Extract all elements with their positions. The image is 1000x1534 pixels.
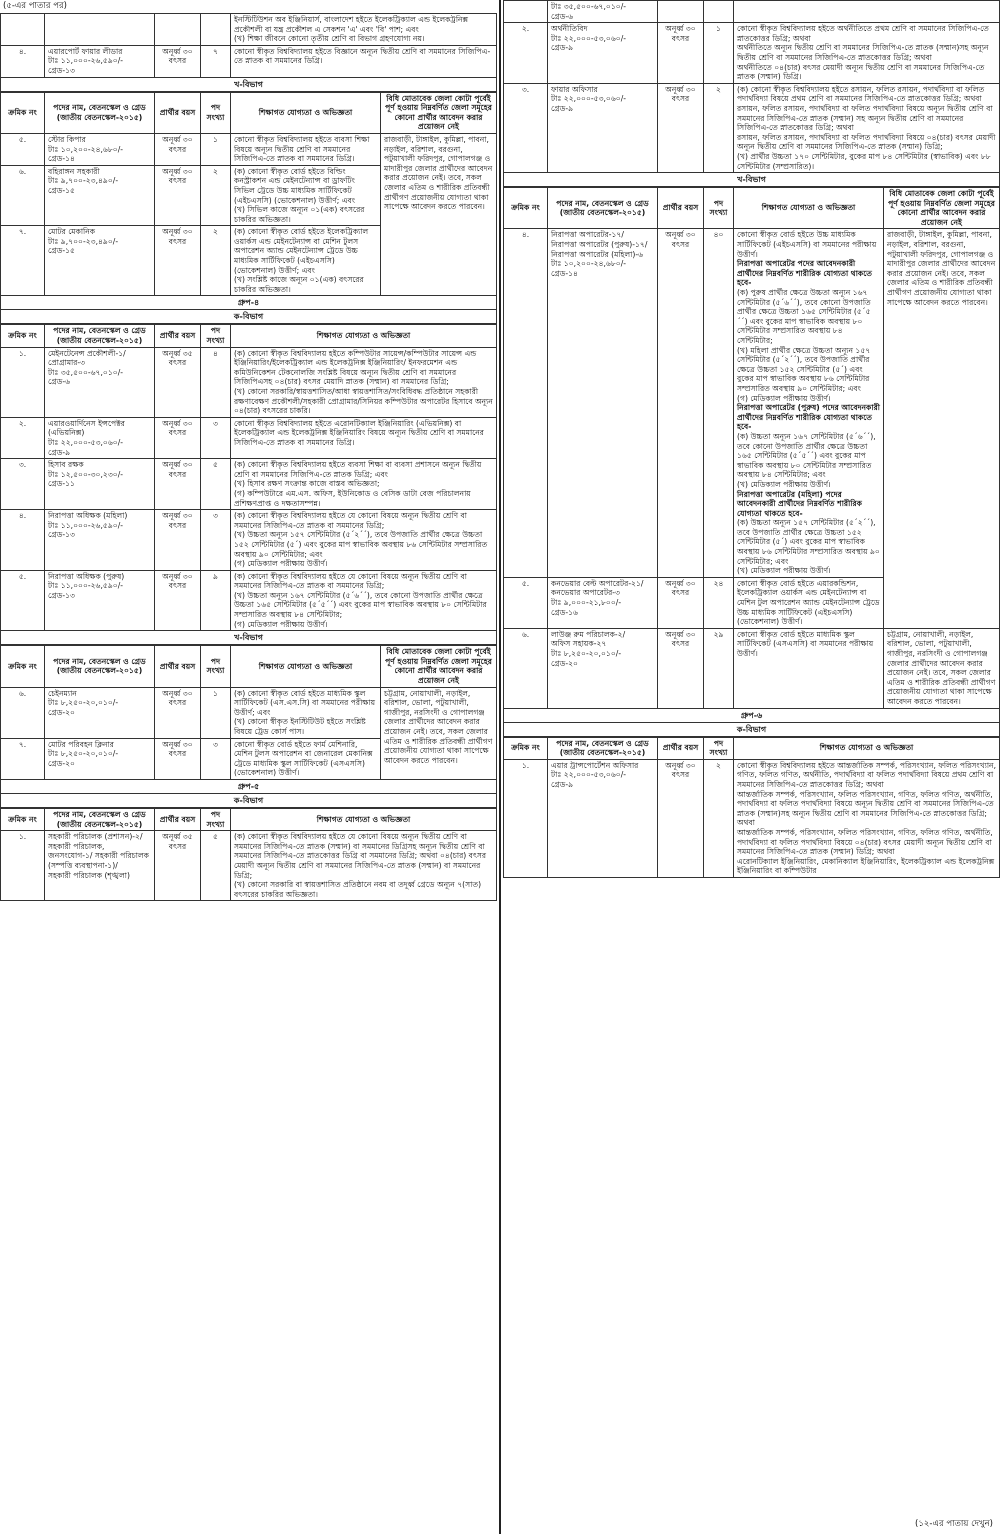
age-limit: অনূর্ধ্ব ৩০ বৎসর [155, 459, 201, 510]
age-limit: অনূর্ধ্ব ৩০ বৎসর [155, 417, 201, 458]
group-5-ka-heading: ক-বিভাগ [0, 794, 497, 808]
district-restriction: রাজবাড়ী, টাঙ্গাইল, কুমিল্লা, পাবনা, নড়াইল, বরিশাল, বরগুনা, পটুয়াখালী ফরিদপুর, গোপালগঞ্জ ও মাদারীপুর জেলার প্রার্থীদের আবেদন করার প্রয়োজন নেই। তবে, সকল জেলার এতিম ও শারীরিক প্রতিবন্ধী প্রার্থীগণ প্রয়োজনীয় যোগ্যতা থাকা সাপেক্ষে আবেদন করতে পারবেন। [381, 133, 497, 296]
age-limit: অনূর্ধ্ব ৩০ বৎসর [155, 687, 201, 738]
post-count: ৪০ [704, 229, 734, 577]
age-limit: অনূর্ধ্ব ৩০ বৎসর [155, 133, 201, 165]
qualification-line: (গ) মেডিক্যাল পরীক্ষায় উত্তীর্ণ। [737, 393, 831, 403]
post-line: লাউঞ্জ রুম পরিচালক-২/ [551, 629, 626, 639]
table-row [1, 347, 497, 417]
table-row [1, 133, 497, 165]
header-post: পদের নাম, বেতনস্কেল ও গ্রেড (জাতীয় বেতনস্কেল-২০১৫) [45, 325, 155, 347]
age-limit: অনূর্ধ্ব ৩০ বৎসর [658, 577, 704, 628]
post-line: টাঃ ১১,০০০-২৬,৫৯০/- [48, 581, 124, 591]
qualification-line: কোনো স্বীকৃত বোর্ড হইতে ফার্ম মেশিনারি, মেশিন টুলস অপারেশন বা জেনারেল মেকানিক্স ট্রেডে মাধ্যমিক স্কুল সার্টিফিকেট (এসএসসি) (ভোকেশনাল) উত্তীর্ণ। [234, 739, 373, 778]
serial-number: ৪. [1, 510, 45, 571]
qualification-line: (ক) কোনো স্বীকৃত বোর্ড হইতে বিল্ডিং কনস্ট্রাকশন এন্ড মেইনটেন্যান্স বা ড্রাফটিং সিভিল ট্রেডে উচ্চ মাধ্যমিক সার্টিফিকেট (এইচএসসি) (ভোকেশনাল) উত্তীর্ণ; এবং [234, 166, 356, 205]
qualification-line: কোনো স্বীকৃত বিশ্ববিদ্যালয় হইতে অর্থনীতিতে প্রথম শ্রেণি বা সমমানের সিজিপিএ-তে স্নাতকোত্তর ডিগ্রি; অথবা [737, 24, 989, 43]
header-sl: ক্রমিক নং [1, 92, 45, 133]
table-header-row [1, 808, 497, 830]
serial-number: ২. [504, 23, 548, 84]
age-limit: অনূর্ধ্ব ৩০ বৎসর [155, 510, 201, 571]
serial-number: ৬. [504, 628, 548, 708]
section-kha-2-heading: খ-বিভাগ [0, 631, 497, 645]
section-kha-1-heading: খ-বিভাগ [0, 78, 497, 92]
qualification-line: আন্তর্জাতিক সম্পর্ক, পরিসংখ্যান, ফলিত পরিসংখ্যান, গণিত, ফলিত গণিত, অর্থনীতি, পদার্থবিদ্যা বা ফলিত পদার্থবিদ্যা বিষয়ে অন্যূন দ্বিতীয় শ্রেণি বা সমমানের সিজিপিএ-তে স্নাতক (সম্মান)সহ অন্যূন দ্বিতীয় শ্রেণি বা সমমানের সিজিপিএ-তে স্নাতকোত্তর ডিগ্রি; অথবা [737, 789, 994, 828]
qualification [231, 831, 497, 901]
post-name-scale-grade [45, 45, 155, 77]
post-line: টাঃ ২২,০০০-৫৩,০৬০/- [551, 770, 627, 780]
serial-number: ৫. [1, 133, 45, 165]
qualification-line: (ক) কোনো স্বীকৃত বিশ্ববিদ্যালয় হইতে যে কোনো বিষয়ে অন্যূন দ্বিতীয় শ্রেণি বা সমমানের সিজিপিএ-তে স্নাতক বা সমমানের ডিগ্রি; [234, 511, 467, 530]
qualification [231, 570, 497, 631]
left-kha-table-2 [0, 645, 497, 780]
qualification-line: কোনো স্বীকৃত বিশ্ববিদ্যালয় হইতে ব্যবসা শিক্ষা বিষয়ে অন্যূন দ্বিতীয় শ্রেণি বা সমমানের সিজিপিএ-তে স্নাতক বা সমমানের ডিগ্রি। [234, 134, 370, 164]
serial-number: ৫. [504, 577, 548, 628]
qualification-line: কোনো স্বীকৃত বোর্ড হইতে উচ্চ মাধ্যমিক সার্টিফিকেট (এইচএসসি) বা সমমানের পরীক্ষায় উত্তীর্ণ। [737, 230, 877, 259]
post-count: ১ [201, 133, 231, 165]
post-line: টাঃ ২২,০০০-৫৩,০৬০/- [551, 94, 627, 104]
qualification-line: (গ) মেডিক্যাল পরীক্ষায় উত্তীর্ণ। [234, 559, 328, 569]
post-count [201, 14, 231, 46]
qualification-line: কোনো স্বীকৃত বিশ্ববিদ্যালয় হইতে এরোনটিক্যাল ইঞ্জিনিয়ারিং (এভিয়নিক্স) বা ইলেকট্রিক্যাল এন্ড ইলেকট্রনিক্স ইঞ্জিনিয়ারিং বিষয়ে অন্যূন দ্বিতীয় শ্রেণি বা সমমানের সিজিপিএ-তে স্নাতক বা সমমানের ডিগ্রি। [234, 418, 484, 447]
header-count: পদ সংখ্যা [201, 92, 231, 133]
post-line: টাঃ ১১,০০০-২৬,৫৯০/- [48, 56, 124, 66]
header-age: প্রার্থীর বয়স [155, 808, 201, 830]
post-line: টাঃ ১০,২০০-২৪,৬৮০/- [551, 259, 627, 269]
post-line: টাঃ ৩৫,৫০০-৬৭,০১০/- [48, 367, 124, 377]
post-line: বহিরাঙ্গন সহকারী [48, 166, 100, 176]
post-line: নিরাপত্তা অপারেটর-১৭/ [551, 230, 624, 240]
qualification-line: ইনস্টিটিউশন অব ইঞ্জিনিয়ার্স, বাংলাদেশ হইতে ইলেকট্রিক্যাল এন্ড ইলেকট্রনিক্স প্রকৌশলী বা যন্ত্র প্রকৌশল এ সেকশন 'এ' এবং 'বি' পাশ; এবং [234, 15, 469, 34]
table-row [1, 570, 497, 631]
post-line: গ্রেড-১৪ [48, 154, 75, 164]
age-limit: অনূর্ধ্ব ৩০ বৎসর [658, 759, 704, 877]
qualification-line: (ক) উচ্চতা অন্যূন ১৫৭ সেন্টিমিটার (৫´২´´), তবে উপজাতি প্রার্থীর ক্ষেত্রে উচ্চতা ১৫২ সেন্টিমিটার (৫´) এবং বুকের মাপ স্বাভাবিক অবস্থায় ৮৬ সেন্টিমিটার সম্প্রসারিত অবস্থায় ৯০ সেন্টিমিটার; এবং [737, 518, 880, 566]
serial-number: ৬. [1, 165, 45, 226]
post-line: টাঃ ১১,০০০-২৬,৫৯০/- [48, 520, 124, 530]
right-kha-table [503, 187, 1000, 708]
qualification [231, 510, 497, 571]
post-name-scale-grade [548, 1, 658, 23]
header-post: পদের নাম, বেতনস্কেল ও গ্রেড (জাতীয় বেতনস্কেল-২০১৫) [45, 808, 155, 830]
post-line: মোটর মেকানিক [48, 227, 96, 237]
header-qualification: শিক্ষাগত যোগ্যতা ও অভিজ্ঞতা [231, 646, 381, 687]
post-line: গ্রেড-১৩ [48, 65, 75, 75]
table-row [1, 687, 497, 738]
post-line: গ্রেড-৯ [551, 43, 574, 53]
left-top-table [0, 13, 497, 78]
post-line: গ্রেড-১৬ [551, 607, 578, 617]
post-count: ৯ [201, 570, 231, 631]
group-4-ka-heading: ক-বিভাগ [0, 310, 497, 324]
qualification-line: কোনো স্বীকৃত বোর্ড হইতে এয়ারকন্ডিশন, ইলেকট্রিক্যাল ওয়ার্কস এন্ড মেইনটেন্যান্স বা মেশিন টুল অপারেশন অ্যান্ড মেইনটেন্যান্স ট্রেডে উচ্চ মাধ্যমিক সার্টিফিকেট (এইচএসসি) (ভোকেশনাল) উত্তীর্ণ। [737, 578, 880, 627]
post-line: গ্রেড-৬ [551, 11, 574, 21]
post-line: গ্রেড-১৫ [48, 185, 75, 195]
post-name-scale-grade [45, 14, 155, 46]
post-line: টাঃ ৯,৭০০-২৩,৪৯০/- [48, 236, 119, 246]
table-header-row [1, 92, 497, 133]
group-4-table [0, 324, 497, 631]
post-name-scale-grade [45, 417, 155, 458]
header-age: প্রার্থীর বয়স [658, 737, 704, 759]
qualification [231, 226, 381, 296]
qualification [734, 628, 884, 708]
post-count: ৩ [201, 510, 231, 571]
qualification-line: (ক) কোনো স্বীকৃত বিশ্ববিদ্যালয় হইতে রসায়ন, ফলিত রসায়ন, পদার্থবিদ্যা বা ফলিত পদার্থবিদ্যা বিষয়ে প্রথম শ্রেণি বা সমমানের সিজিপিএ-তে স্নাতকোত্তর ডিগ্রি; অথবা [737, 84, 985, 104]
post-line: টাঃ ৮,২৫০-২০,০১০/- [551, 649, 622, 658]
header-sl: ক্রমিক নং [504, 188, 548, 229]
post-line: সহকারী পরিচালক, জনসংযোগ-১/ সহকারী পরিচালক (সম্পত্তি ব্যবস্থাপনা-১)/ [48, 841, 149, 870]
qualification-line: নিরাপত্তা অপারেটর (পুরুষ) পদের আবেদনকারী প্রার্থীদের নিম্নবর্ণিত শারীরিক যোগ্যতা থাকতে হবে- [737, 403, 880, 432]
header-district: বিধি মোতাবেক জেলা কোটা পূর্বেই পূর্ণ হওয়ায় নিম্নবর্ণিত জেলা সমূহের কোনো প্রার্থীর আবেদন করার প্রয়োজন নেই [381, 92, 497, 133]
header-age: প্রার্থীর বয়স [155, 92, 201, 133]
post-name-scale-grade [45, 738, 155, 779]
header-qualification: শিক্ষাগত যোগ্যতা ও অভিজ্ঞতা [231, 325, 497, 347]
qualification-line: (খ) শিক্ষা জীবনে কোনো তৃতীয় শ্রেণি বা বিভাগ গ্রহণযোগ্য নয়। [234, 34, 425, 44]
group-6-table [503, 737, 1000, 878]
qualification [231, 45, 497, 77]
post-line: অফিস সহায়ক-২৭ [551, 639, 607, 649]
post-count: ২ [704, 83, 734, 172]
qualification-line: (ক) পুরুষ প্রার্থীর ক্ষেত্রে উচ্চতা অন্যূন ১৬৭ সেন্টিমিটার (৫´৬´´), তবে কোনো উপজাতি প্রার্থীর ক্ষেত্রে উচ্চতা ১৬৫ সেন্টিমিটার (৫´৫´´) এবং বুকের মাপ স্বাভাবিক অবস্থায় ৮০ সেন্টিমিটার সম্প্রসারিত অবস্থায় ৮৪ সেন্টিমিটার; [737, 288, 871, 345]
table-row [504, 23, 1000, 84]
qualification [231, 417, 497, 458]
qualification [231, 165, 381, 226]
serial-number: ৪. [504, 229, 548, 577]
post-line: নিরাপত্তা অধিক্ষক (পুরুষ) [48, 571, 125, 581]
serial-number: ৪. [1, 45, 45, 77]
post-name-scale-grade [45, 831, 155, 901]
post-line: চেইনম্যান [48, 688, 77, 698]
qualification-line: কোনো স্বীকৃত বিশ্ববিদ্যালয় হইতে আন্তর্জাতিক সম্পর্ক, পরিসংখ্যান, ফলিত পরিসংখ্যান, গণিত, ফলিত গণিত, অর্থনীতি, পদার্থবিদ্যা বা ফলিত পদার্থবিদ্যা বিষয়ে প্রথম শ্রেণি বা সমমানের সিজিপিএ-তে স্নাতকোত্তর ডিগ্রি; অথবা [737, 760, 996, 789]
serial-number: ১. [1, 831, 45, 901]
post-name-scale-grade [45, 133, 155, 165]
district-restriction: চট্টগ্রাম, নোয়াখালী, নড়াইল, বরিশাল, ভোলা, পটুয়াখালী, গাজীপুর, নরসিংদী ও গোপালগঞ্জ জেলার প্রার্থীদের আবেদন করার প্রয়োজন নেই। তবে, সকল জেলার এতিম ও শারীরিক প্রতিবন্ধী প্রার্থীগণ প্রয়োজনীয় যোগ্যতা থাকা সাপেক্ষে আবেদন করতে পারবেন। [381, 687, 497, 779]
qualification-line: (খ) সংশ্লিষ্ট কাজে অন্যূন ০১(এক) বৎসরের চাকরির অভিজ্ঞতা। [234, 275, 364, 294]
district-restriction: চট্টগ্রাম, নোয়াখালী, নড়াইল, বরিশাল, ভোলা, পটুয়াখালী, গাজীপুর, নরসিংদী ও গোপালগঞ্জ জেলার প্রার্থীদের আবেদন করার প্রয়োজন নেই। তবে, সকল জেলার এতিম ও শারীরিক প্রতিবন্ধী প্রার্থীগণ প্রয়োজনীয় যোগ্যতা থাকা সাপেক্ষে আবেদন করতে পারবেন। [884, 628, 1000, 708]
qualification [231, 14, 497, 46]
qualification [734, 229, 884, 577]
table-row [504, 1, 1000, 23]
age-limit: অনূর্ধ্ব ৩০ বৎসর [658, 229, 704, 577]
qualification [734, 759, 1000, 877]
post-line: গ্রেড-৯ [551, 103, 574, 113]
post-count: ২৪ [704, 577, 734, 628]
table-row [1, 510, 497, 571]
post-line: গ্রেড-৬ [48, 377, 71, 387]
qualification-line: (খ) কোনো সরকারি/স্বায়ত্তশাসিত/আধা স্বায়ত্তশাসিত/সংবিধিবদ্ধ প্রতিষ্ঠানে সহকারী রক্ষণাবেক্ষণ প্রকৌশলী/সহকারী প্রোগ্রামার/সিনিয়র কম্পিউটার অপারেটর হিসাবে অন্যূন ০৪(চার) বৎসরের চাকরি। [234, 387, 493, 416]
qualification-line: অর্থনীতিতে অন্যূন দ্বিতীয় শ্রেণি বা সমমানের সিজিপিএ-তে স্নাতক (সম্মান)সহ অন্যূন দ্বিতীয় শ্রেণি বা সমমানের সিজিপিএ-তে স্নাতকোত্তর ডিগ্রি; অথবা [737, 43, 989, 62]
post-line: গ্রেড-১৪ [551, 268, 578, 278]
header-qualification: শিক্ষাগত যোগ্যতা ও অভিজ্ঞতা [231, 92, 381, 133]
header-qualification: শিক্ষাগত যোগ্যতা ও অভিজ্ঞতা [231, 808, 497, 830]
qualification-line: (খ) কোনো সরকারি বা স্বায়ত্তশাসিত প্রতিষ্ঠানে নবম বা তদূর্ধ্ব গ্রেডে অন্যূন ৭(সাত) বৎসরের চাকরির অভিজ্ঞতা। [234, 880, 482, 899]
post-name-scale-grade [45, 459, 155, 510]
qualification [734, 577, 884, 628]
age-limit: অনূর্ধ্ব ৩০ বৎসর [658, 83, 704, 172]
qualification-line: (খ) উচ্চতা অন্যূন ১৫৭ সেন্টিমিটার (৫´২´´), তবে উপজাতি প্রার্থীর ক্ষেত্রে উচ্চতা ১৫২ সেন্টিমিটার (৫´) এবং বুকের মাপ স্বাভাবিক অবস্থায় ৮৬ সেন্টিমিটার সম্প্রসারিত অবস্থায় ৯০ সেন্টিমিটার; এবং [234, 530, 488, 559]
post-line: টাঃ ৮,২৫০-২০,০১০/- [48, 698, 119, 708]
serial-number: ১. [1, 347, 45, 417]
left-kha-table-1 [0, 92, 497, 297]
table-row [504, 83, 1000, 172]
post-line: এয়ার ট্রান্সপোর্টেশন অফিসার [551, 760, 639, 770]
post-line: টাঃ ২২,০০০-৫৩,০৬০/- [48, 437, 124, 447]
district-restriction: রাজবাড়ী, টাঙ্গাইল, কুমিল্লা, পাবনা, নড়াইল, বরিশাল, বরগুনা, পটুয়াখালী ফরিদপুর, গোপালগঞ্জ ও মাদারীপুর জেলার প্রার্থীদের আবেদন করার প্রয়োজন নেই। তবে, সকল জেলার এতিম ও শারীরিক প্রতিবন্ধী প্রার্থীগণ প্রয়োজনীয় যোগ্যতা থাকা সাপেক্ষে আবেদন করতে পারবেন। [884, 229, 1000, 628]
qualification-line: (গ) কম্পিউটারে এম.এস. অফিস, ইউনিকোড ও বেসিক ডাটা বেজ পরিচালনায় প্রশিক্ষণপ্রাপ্ত ও দক্ষতাসম্পন্ন। [234, 488, 471, 508]
header-sl: ক্রমিক নং [1, 808, 45, 830]
age-limit: অনূর্ধ্ব ৩০ বৎসর [658, 628, 704, 708]
serial-number: ২. [1, 417, 45, 458]
post-name-scale-grade [45, 570, 155, 631]
post-name-scale-grade [548, 229, 658, 577]
qualification-line: (ক) কোনো স্বীকৃত বিশ্ববিদ্যালয় হইতে ব্যবসা শিক্ষা বা ব্যবসা প্রশাসনে অন্যূন দ্বিতীয় শ্রেণি বা সমমানের সিজিপিএ-তে স্নাতক ডিগ্রি; এবং [234, 460, 482, 479]
qualification-line: (ক) কোনো স্বীকৃত বোর্ড হইতে ইলেকট্রিক্যাল ওয়ার্কস এন্ড মেইনটেন্যান্স বা মেশিন টুলস অপারেশন অ্যান্ড মেইনটেন্যান্স ট্রেডে উচ্চ মাধ্যমিক সার্টিফিকেট (এইচএসসি) (ভোকেশনাল) উত্তীর্ণ; এবং [234, 227, 369, 275]
group-5-heading: গ্রুপ-৫ [0, 780, 497, 794]
post-count: ৫ [201, 459, 231, 510]
post-line: গ্রেড-৯ [48, 447, 71, 457]
continued-from-note: (৫-এর পাতার পর) [3, 1, 67, 11]
post-line: মেইনটেনেন্স প্রকৌশলী-১/প্রোগ্রামার-৩ [48, 348, 126, 368]
qualification-line: (ক) কোনো স্বীকৃত বিশ্ববিদ্যালয় হইতে যে কোনো বিষয়ে অন্যূন দ্বিতীয় শ্রেণি বা সমমানের সিজিপিএ-তে স্নাতক বা সমমানের ডিগ্রি; [234, 571, 467, 591]
group-6-heading: গ্রুপ-৬ [503, 709, 1000, 723]
post-line: গ্রেড-১৫ [48, 246, 75, 256]
qualification-line: (ক) কোনো স্বীকৃত বিশ্ববিদ্যালয় হইতে কম্পিউটার সায়েন্স/কম্পিউটার সায়েন্স এন্ড ইঞ্জিনিয়ারিং/ইলেকট্রিক্যাল এন্ড ইলেকট্রনিক্স ইঞ্জিনিয়ারিং/ ইনফরমেশন এন্ড কমিউনিকেশন টেকনোলজি সংশ্লিষ্ট বিষয়ে অন্যূন দ্বিতীয় শ্রেণি বা সমমানের সিজিপিএসহ ০৪(চার) বৎসর মেয়াদি স্নাতক (সম্মান) বা সমমানের ডিগ্রি; [234, 348, 477, 387]
post-line: এয়ারপোর্ট ফায়ার লীডার [48, 46, 123, 56]
header-age: প্রার্থীর বয়স [658, 188, 704, 229]
post-line: নিরাপত্তা অপারেটর (পুরুষ)-১৭/ [551, 240, 648, 250]
qualification-line: (খ) প্রার্থীর উচ্চতা ১৭০ সেন্টিমিটার, বুকের মাপ ৮৪ সেন্টিমিটার (স্বাভাবিক) এবং ৮৮ সেন্টিমিটার (সম্প্রসারিত)। [737, 151, 991, 171]
post-line: গ্রেড-২০ [48, 758, 75, 768]
post-line: গ্রেড-২০ [551, 658, 578, 668]
serial-number: ৬. [1, 687, 45, 738]
post-line: গ্রেড-১৩ [48, 530, 75, 540]
post-name-scale-grade [548, 759, 658, 877]
post-line: টাঃ ২২,০০০-৫৩,০৬০/- [551, 33, 627, 43]
age-limit: অনূর্ধ্ব ৩০ বৎসর [155, 45, 201, 77]
serial-number: ৩. [1, 459, 45, 510]
right-column [503, 0, 1000, 1534]
header-count: পদ সংখ্যা [201, 646, 231, 687]
post-line: গ্রেড-২০ [48, 707, 75, 717]
serial-number: ৫. [1, 570, 45, 631]
qualification [231, 687, 381, 738]
table-header-row [1, 325, 497, 347]
age-limit: অনূর্ধ্ব ৩০ বৎসর [155, 226, 201, 296]
post-name-scale-grade [45, 226, 155, 296]
age-limit: অনূর্ধ্ব ৩৫ বৎসর [155, 347, 201, 417]
serial-number [504, 1, 548, 23]
qualification-line: রসায়ন, ফলিত রসায়ন, পদার্থবিদ্যা বা ফলিত পদার্থবিদ্যা বিষয়ে ০৪(চার) বৎসর মেয়াদী অন্যূন দ্বিতীয় শ্রেণি বা সমমানের সিজিপিএ-তে স্নাতক (সম্মান) ডিগ্রি; [737, 132, 996, 152]
qualification-line: নিরাপত্তা অপারেটর (মহিলা) পদের আবেদনকারী প্রার্থীদের নিম্নবর্ণিত শারীরিক যোগ্যতা থাকতে হবে- [737, 489, 862, 518]
header-district: বিধি মোতাবেক জেলা কোটা পূর্বেই পূর্ণ হওয়ায় নিম্নবর্ণিত জেলা সমূহের কোনো প্রার্থীর আবেদন করার প্রয়োজন নেই [381, 646, 497, 687]
header-sl: ক্রমিক নং [1, 325, 45, 347]
qualification [231, 738, 381, 779]
qualification-line: কোনো স্বীকৃত বিশ্ববিদ্যালয় হইতে বিজ্ঞানে অন্যূন দ্বিতীয় শ্রেণি বা সমমানের সিজিপিএ-তে স্নাতক বা সমমানের ডিগ্রি। [234, 46, 491, 66]
qualification [231, 459, 497, 510]
group-4-heading: গ্রুপ-৪ [0, 296, 497, 310]
header-qualification: শিক্ষাগত যোগ্যতা ও অভিজ্ঞতা [734, 737, 1000, 759]
table-row [504, 628, 1000, 708]
serial-number: ৭. [1, 738, 45, 779]
post-count [704, 1, 734, 23]
header-qualification: শিক্ষাগত যোগ্যতা ও অভিজ্ঞতা [734, 188, 884, 229]
post-name-scale-grade [45, 687, 155, 738]
table-row [1, 831, 497, 901]
table-row [504, 759, 1000, 877]
post-line: অর্থনীতিবিদ [551, 24, 588, 34]
post-name-scale-grade [45, 510, 155, 571]
post-name-scale-grade [548, 23, 658, 84]
serial-number [1, 14, 45, 46]
qualification-line: (খ) মেডিক্যাল পরীক্ষায় উত্তীর্ণ। [737, 479, 831, 489]
post-count: ৩ [201, 417, 231, 458]
post-line: টাঃ ৮,২৫০-২০,০১০/- [48, 749, 119, 759]
qualification-line: (খ) উচ্চতা অন্যূন ১৬৭ সেন্টিমিটার (৫´৬´´), তবে কোনো উপজাতি প্রার্থীর ক্ষেত্রে উচ্চতা ১৬৫ সেন্টিমিটার (৫´৫´´) এবং বুকের মাপ স্বাভাবিক অবস্থায় ৮০ সেন্টিমিটার সম্প্রসারিত অবস্থায় ৮৪ সেন্টিমিটার; [234, 590, 487, 620]
age-limit: অনূর্ধ্ব ৩০ বৎসর [155, 165, 201, 226]
table-row [1, 14, 497, 46]
post-name-scale-grade [45, 347, 155, 417]
post-line: গ্রেড-৯ [551, 779, 574, 789]
header-post: পদের নাম, বেতনস্কেল ও গ্রেড (জাতীয় বেতনস্কেল-২০১৫) [45, 92, 155, 133]
serial-number: ৭. [1, 226, 45, 296]
qualification-line: আন্তর্জাতিক সম্পর্ক, পরিসংখ্যান, ফলিত পরিসংখ্যান, গণিত, ফলিত গণিত, অর্থনীতি, পদার্থবিদ্যা বা ফলিত পদার্থবিদ্যা বিষয়ে ০৪(চার) বৎসর মেয়াদী অন্যূন দ্বিতীয় শ্রেণি বা সমমানের সিজিপিএ-তে স্নাতক (সম্মান) ডিগ্রি; অথবা [737, 827, 993, 857]
post-line: নিরাপত্তা অপারেটর (মহিলা)-৬ [551, 249, 644, 259]
section-kha-heading: খ-বিভাগ [503, 173, 1000, 187]
table-header-row [1, 646, 497, 687]
post-line: কনভেয়ার অপারেটর-৩ [551, 588, 620, 598]
qualification [734, 1, 1000, 23]
post-count: ২ [704, 759, 734, 877]
age-limit: অনূর্ধ্ব ৩০ বৎসর [658, 23, 704, 84]
qualification [231, 347, 497, 417]
age-limit: অনূর্ধ্ব ৩০ বৎসর [155, 738, 201, 779]
post-name-scale-grade [548, 577, 658, 628]
age-limit [155, 14, 201, 46]
header-post: পদের নাম, বেতনস্কেল ও গ্রেড (জাতীয় বেতনস্কেল-২০১৫) [548, 737, 658, 759]
post-name-scale-grade [548, 83, 658, 172]
table-row [1, 417, 497, 458]
qualification-line: (ক) উচ্চতা অন্যূন ১৬৭ সেন্টিমিটার (৫´৬´´), তবে কোনো উপজাতি প্রার্থীর ক্ষেত্রে উচ্চতা ১৬৫ সেন্টিমিটার (৫´৫´´) এবং বুকের মাপ স্বাভাবিক অবস্থায় ৮০ সেন্টিমিটার সম্প্রসারিত অবস্থায় ৮৪ সেন্টিমিটার; এবং [737, 431, 876, 480]
post-count: ৩ [201, 738, 231, 779]
qualification-line: (খ) কোনো স্বীকৃত ইনস্টিটিউট হইতে সংশ্লিষ্ট বিষয়ে ট্রেড কোর্স পাস। [234, 717, 366, 736]
header-district: বিধি মোতাবেক জেলা কোটা পূর্বেই পূর্ণ হওয়ায় নিম্নবর্ণিত জেলা সমূহের কোনো প্রার্থীর আবেদন করার প্রয়োজন নেই [884, 188, 1000, 229]
continued-to-note: (১২-এর পাতায় দেখুন) [915, 1519, 993, 1529]
post-count: ১ [704, 23, 734, 84]
qualification-line: (খ) মেডিক্যাল পরীক্ষায় উত্তীর্ণ। [737, 566, 831, 576]
qualification-line: রসায়ন, ফলিত রসায়ন, পদার্থবিদ্যা বা ফলিত পদার্থবিদ্যা বিষয়ে অন্যূন দ্বিতীয় শ্রেণি বা সমমানের সিজিপিএ-তে স্নাতক (সম্মান) সহ অন্যূন দ্বিতীয় শ্রেণি বা সমমানের সিজিপিএ-তে স্নাতকোত্তর ডিগ্রি; অথবা [737, 103, 993, 133]
post-line: টাঃ ৯,৭০০-২৩,৪৯০/- [48, 176, 119, 186]
qualification [231, 133, 381, 165]
post-count: ২ [201, 165, 231, 226]
post-line: টাঃ ১২,৫০০-৩০,২৩০/- [48, 469, 124, 479]
age-limit: অনূর্ধ্ব ৩০ বৎসর [155, 570, 201, 631]
qualification-line: (খ) সিভিল কাজে অন্যূন ০১(এক) বৎসরের চাকরির অভিজ্ঞতা। [234, 205, 365, 224]
serial-number: ১. [504, 759, 548, 877]
post-line: গ্রেড-১৩ [48, 590, 75, 600]
age-limit [658, 1, 704, 23]
post-line: এয়ারওয়ার্দিনেস ইন্সপেক্টর (এভিয়নিক্স) [48, 418, 125, 438]
group-6-ka-heading: ক-বিভাগ [503, 723, 1000, 737]
age-limit: অনূর্ধ্ব ৩৫ বৎসর [155, 831, 201, 901]
post-line: গ্রেড-১১ [48, 479, 75, 489]
right-top-table [503, 0, 1000, 173]
qualification-line: এরোনটিক্যাল ইঞ্জিনিয়ারিং, মেকানিক্যাল ইঞ্জিনিয়ারিং, ইলেকট্রিক্যাল এন্ড ইলেকট্রনিক্স ইঞ্জিনিয়ারিং বা কম্পিউটার [737, 856, 995, 876]
post-count: ২৯ [704, 628, 734, 708]
post-count: ৪ [201, 347, 231, 417]
header-post: পদের নাম, বেতনস্কেল ও গ্রেড (জাতীয় বেতনস্কেল-২০১৫) [45, 646, 155, 687]
post-line: টাঃ ৩৫,৫০০-৬৭,০১০/- [551, 2, 627, 11]
header-count: পদ সংখ্যা [201, 325, 231, 347]
header-sl: ক্রমিক নং [1, 646, 45, 687]
post-line: সহকারী পরিচালক (প্রশাসন)-২/ [48, 832, 143, 842]
post-name-scale-grade [45, 165, 155, 226]
qualification [734, 83, 1000, 172]
table-row [1, 45, 497, 77]
qualification-line: (ক) কোনো স্বীকৃত বোর্ড হইতে মাধ্যমিক স্কুল সার্টিফিকেট (এস.এস.সি) বা সমমানের পরীক্ষায় উত্তীর্ণ; এবং [234, 688, 376, 717]
qualification [734, 23, 1000, 84]
qualification-line: অর্থনীতিতে ০৪(চার) বৎসর মেয়াদী অন্যূন দ্বিতীয় শ্রেণি বা সমমানের সিজিপিএ-তে স্নাতক (সম্মান) ডিগ্রি। [737, 62, 985, 82]
qualification-line: (খ) মহিলা প্রার্থীর ক্ষেত্রে উচ্চতা অন্যূন ১৫৭ সেন্টিমিটার (৫´২´´), তবে উপজাতি প্রার্থীর ক্ষেত্রে উচ্চতা ১৫২ সেন্টিমিটার (৫´) এবং বুকের মাপ স্বাভাবিক অবস্থায় ৮৬ সেন্টিমিটার সম্প্রসারিত অবস্থায় ৯০ সেন্টিমিটার; এবং [737, 345, 871, 393]
left-column [0, 0, 497, 1534]
column-divider [499, 0, 501, 1534]
post-line: ফায়ার অফিসার [551, 84, 598, 94]
post-line: স্টোর কিপার [48, 134, 86, 144]
post-count: ৭ [201, 45, 231, 77]
header-count: পদ সংখ্যা [704, 737, 734, 759]
qualification-line: (খ) হিসাব রক্ষণ সংক্রান্ত কাজে বাস্তব অভিজ্ঞতা; [234, 479, 380, 489]
header-count: পদ সংখ্যা [704, 188, 734, 229]
qualification-line: নিরাপত্তা অপারেটর পদের আবেদনকারী প্রার্থীদের নিম্নবর্ণিত শারীরিক যোগ্যতা থাকতে হবে- [737, 259, 872, 288]
header-count: পদ সংখ্যা [201, 808, 231, 830]
post-line: টাঃ ৯,০০০-২১,৮০০/- [551, 598, 622, 608]
qualification-line: কোনো স্বীকৃত বোর্ড হইতে মাধ্যমিক স্কুল সার্টিফিকেট (এসএসসি) বা সমমানের পরীক্ষায় উত্তীর্ণ। [737, 629, 874, 658]
group-5-table [0, 808, 497, 901]
table-header-row [504, 188, 1000, 229]
header-age: প্রার্থীর বয়স [155, 646, 201, 687]
qualification-line: (গ) মেডিক্যাল পরীক্ষায় উত্তীর্ণ। [234, 619, 328, 629]
post-line: কনভেয়ার বেল্ট অপারেটর-২১/ [551, 578, 644, 588]
qualification-line: (ক) কোনো স্বীকৃত বিশ্ববিদ্যালয় হইতে যে কোনো বিষয়ে অন্যূন দ্বিতীয় শ্রেণি বা সমমানের সিজিপিএ-তে স্নাতক (সম্মান) বা সমমানের ডিগ্রিসহ অন্যূন দ্বিতীয় শ্রেণি বা সমমানের সিজিপিএ-তে স্নাতকোত্তর ডিগ্রি বা সমমানের ডিগ্রি; অথবা ০৪(চার) বৎসর মেয়াদী অন্যূন দ্বিতীয় শ্রেণি বা সমমানের সিজিপিএ-তে স্নাতক (সম্মান) বা সমমানের ডিগ্রি; [234, 832, 487, 880]
post-line: মোটর পরিবহন ক্লিনার [48, 739, 114, 749]
table-row [1, 459, 497, 510]
table-row [504, 229, 1000, 577]
post-line: সহকারী পরিচালক (শৃঙ্খলা) [48, 870, 130, 880]
header-post: পদের নাম, বেতনস্কেল ও গ্রেড (জাতীয় বেতনস্কেল-২০১৫) [548, 188, 658, 229]
post-line: নিরাপত্তা অধিক্ষক (মহিলা) [48, 511, 128, 521]
post-line: হিসাব রক্ষক [48, 460, 84, 470]
post-count: ৫ [201, 831, 231, 901]
serial-number: ৩. [504, 83, 548, 172]
table-header-row [504, 737, 1000, 759]
post-line: টাঃ ১০,২০০-২৪,৬৮০/- [48, 144, 124, 154]
post-count: ২ [201, 226, 231, 296]
header-sl: ক্রমিক নং [504, 737, 548, 759]
post-name-scale-grade [548, 628, 658, 708]
post-count: ১ [201, 687, 231, 738]
header-age: প্রার্থীর বয়স [155, 325, 201, 347]
